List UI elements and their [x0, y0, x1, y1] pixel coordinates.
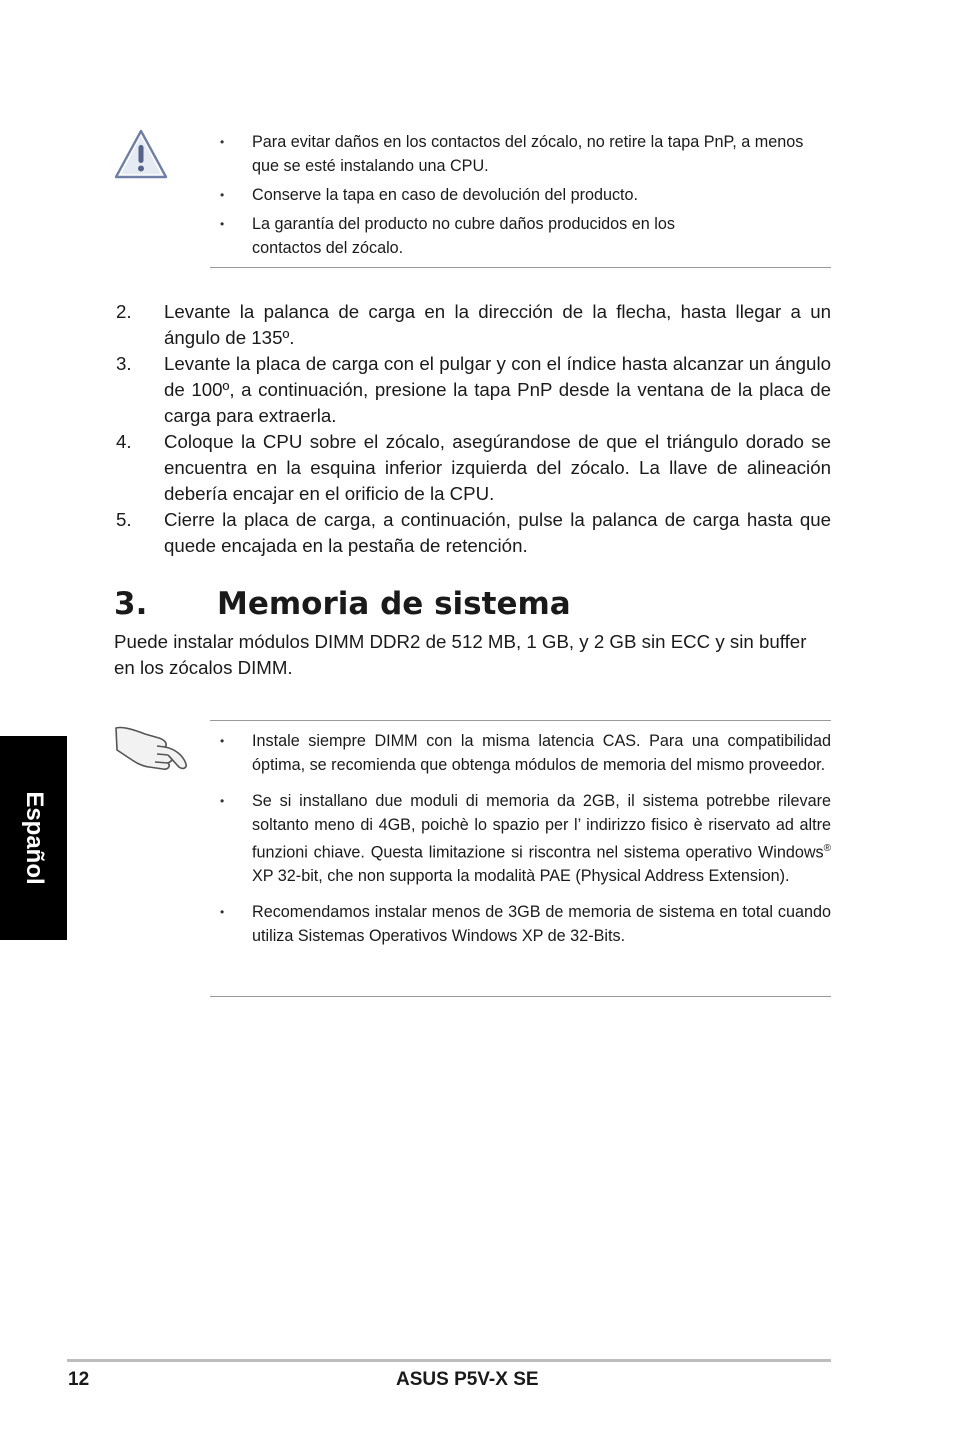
language-label: Español [20, 791, 48, 885]
caution-list [210, 123, 831, 260]
footer-divider [67, 1359, 831, 1362]
caution-item: • Para evitar daños en los contactos del zócalo, no retire la tapa PnP, a menos que se esté instalando una CPU. [210, 130, 831, 178]
step-number: 3. [116, 353, 132, 374]
step-item [114, 507, 831, 559]
step-number: 5. [116, 509, 132, 530]
step-item [114, 299, 831, 351]
note-list [210, 721, 831, 948]
step-text: Levante la placa de carga con el pulgar y con el índice hasta alcanzar un ángulo de 100º, a continuación, presione la tapa PnP desde la ventana de la placa de carga para extraerla. [164, 353, 831, 426]
step-text: Cierre la placa de carga, a continuación, pulse la palanca de carga hasta que quede encajada en la pestaña de retención. [164, 509, 831, 556]
warning-triangle-icon [113, 128, 169, 180]
section-number: 3. [114, 586, 148, 622]
step-number: 4. [116, 431, 132, 452]
step-item [114, 351, 831, 429]
installation-steps [114, 299, 831, 559]
page-number: 12 [68, 1369, 90, 1390]
registered-mark: ® [823, 843, 831, 854]
note-box [210, 720, 831, 997]
section-title: Memoria de sistema [217, 586, 571, 622]
product-name: ASUS P5V-X SE [396, 1369, 539, 1390]
step-text: Levante la palanca de carga en la dirección de la flecha, hasta llegar a un ángulo de 135º. [164, 301, 831, 348]
section-intro: Puede instalar módulos DIMM DDR2 de 512 MB, 1 GB, y 2 GB sin ECC y sin buffer en los zócalos DIMM. [114, 631, 807, 678]
pointing-hand-icon [113, 722, 189, 774]
note-item: • Instale siempre DIMM con la misma latencia CAS. Para una compatibilidad óptima, se recomienda que obtenga módulos de memoria del mismo proveedor. [210, 729, 831, 777]
caution-box [210, 123, 831, 268]
section-heading [114, 584, 571, 624]
note-item: • Recomendamos instalar menos de 3GB de memoria de sistema en total cuando utiliza Sistemas Operativos Windows XP de 32-Bits. [210, 900, 831, 948]
step-item [114, 429, 831, 507]
note-text: Se si installano due moduli di memoria da 2GB, il sistema potrebbe rilevare soltanto meno di 4GB, poichè lo spazio per l’ indirizzo fisico è riservato ad altre funzioni chiave. Questa limitazione si riscontra nel sistema operativo Windows [252, 792, 831, 862]
note-item [210, 789, 831, 888]
caution-item: • Conserve la tapa en caso de devolución del producto. [210, 183, 831, 207]
caution-item: • La garantía del producto no cubre daños producidos en los contactos del zócalo. [210, 212, 831, 260]
step-text: Coloque la CPU sobre el zócalo, asegúrandose de que el triángulo dorado se encuentra en la esquina inferior izquierda del zócalo. La llave de alineación debería encajar en el orificio de la CPU. [164, 431, 831, 504]
step-number: 2. [116, 301, 132, 322]
language-side-tab [0, 736, 67, 940]
note-text: XP 32-bit, che non supporta la modalità PAE (Physical Address Extension). [252, 867, 790, 886]
